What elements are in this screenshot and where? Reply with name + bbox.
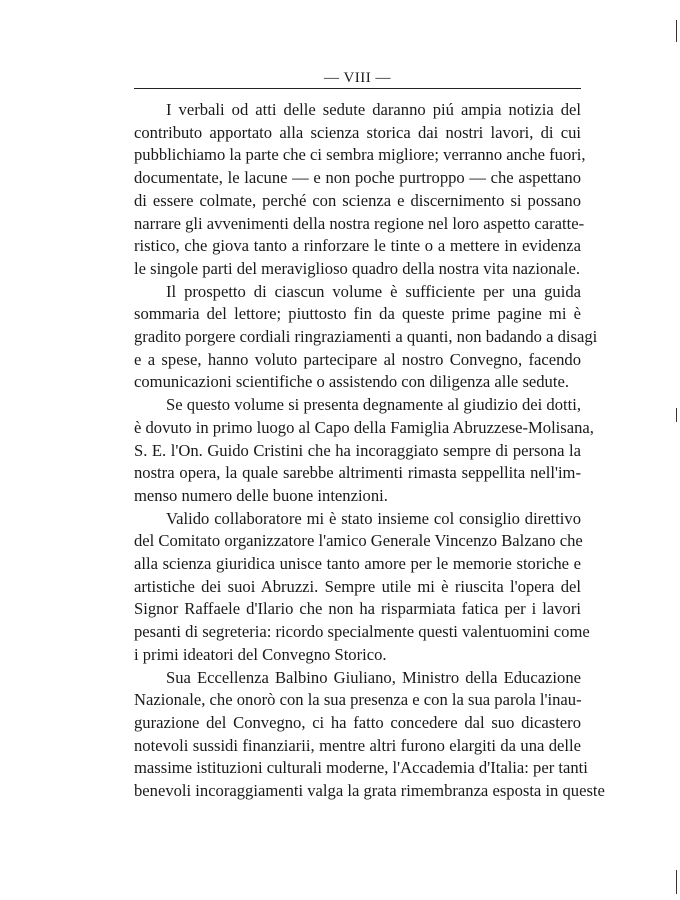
scan-edge-mark xyxy=(676,408,677,422)
header-rule xyxy=(134,88,581,89)
text-line: nostra opera, la quale sarebbe altrimenti rimasta seppellita nell'im- xyxy=(134,463,581,483)
text-line: S. E. l'On. Guido Cristini che ha incoraggiato sempre di persona la xyxy=(134,440,581,460)
text-line: comunicazioni scientifiche o assistendo con diligenza alle sedute. xyxy=(134,372,569,392)
text-line: ristico, che giova tanto a rinforzare le tinte o a mettere in evidenza xyxy=(134,236,581,256)
text-line: artistiche dei suoi Abruzzi. Sempre utile mi è riuscita l'opera del xyxy=(134,576,581,596)
text-line: documentate, le lacune — e non poche purtroppo — che aspettano xyxy=(134,168,581,188)
scan-edge-mark xyxy=(676,870,677,894)
text-line: i primi ideatori del Convegno Storico. xyxy=(134,644,387,664)
text-line: I verbali od atti delle sedute daranno piú ampia notizia del xyxy=(166,100,581,119)
text-line: Se questo volume si presenta degnamente al giudizio dei dotti, xyxy=(166,395,581,415)
text-line: alla scienza giuridica unisce tanto amore per le memorie storiche e xyxy=(134,554,581,574)
text-line: notevoli sussidi finanziarii, mentre altri furono elargiti da una delle xyxy=(134,735,581,755)
text-line: massime istituzioni culturali moderne, l'Accademia d'Italia: per tanti xyxy=(134,758,588,778)
text-line: sommaria del lettore; piuttosto fin da queste prime pagine mi è xyxy=(134,304,581,324)
text-line: gradito porgere cordiali ringraziamenti a quanti, non badando a disagi xyxy=(134,327,598,347)
text-line: Signor Raffaele d'Ilario che non ha risparmiata fatica per i lavori xyxy=(134,599,581,619)
scan-edge-mark xyxy=(676,20,677,42)
text-line: di essere colmate, perché con scienza e discernimento si possano xyxy=(134,190,581,210)
text-line: è dovuto in primo luogo al Capo della Famiglia Abruzzese-Molisana, xyxy=(134,417,594,437)
text-line: contributo apportato alla scienza storica dai nostri lavori, di cui xyxy=(134,122,581,142)
page-number-header: — VIII — xyxy=(323,70,392,86)
text-line: narrare gli avvenimenti della nostra regione nel loro aspetto caratte- xyxy=(134,213,585,233)
text-line: gurazione del Convegno, ci ha fatto concedere dal suo dicastero xyxy=(134,712,581,732)
text-line: Il prospetto di ciascun volume è sufficiente per una guida xyxy=(166,281,581,301)
text-line: pesanti di segreteria: ricordo specialmente questi valentuomini come xyxy=(134,622,590,642)
text-line: menso numero delle buone intenzioni. xyxy=(134,485,388,505)
text-line: pubblichiamo la parte che ci sembra migliore; verranno anche fuori, xyxy=(134,145,586,165)
text-line: Valido collaboratore mi è stato insieme col consiglio direttivo xyxy=(166,508,581,528)
text-line: Sua Eccellenza Balbino Giuliano, Ministro della Educazione xyxy=(166,667,581,687)
body-text xyxy=(134,99,605,803)
text-line: benevoli incoraggiamenti valga la grata rimembranza esposta in queste xyxy=(134,781,605,801)
text-line: del Comitato organizzatore l'amico Generale Vincenzo Balzano che xyxy=(134,531,583,551)
text-line: e a spese, hanno voluto partecipare al nostro Convegno, facendo xyxy=(134,349,581,369)
text-line: le singole parti del meraviglioso quadro della nostra vita nazionale. xyxy=(134,258,581,278)
text-line: Nazionale, che onorò con la sua presenza e con la sua parola l'inau- xyxy=(134,690,582,710)
